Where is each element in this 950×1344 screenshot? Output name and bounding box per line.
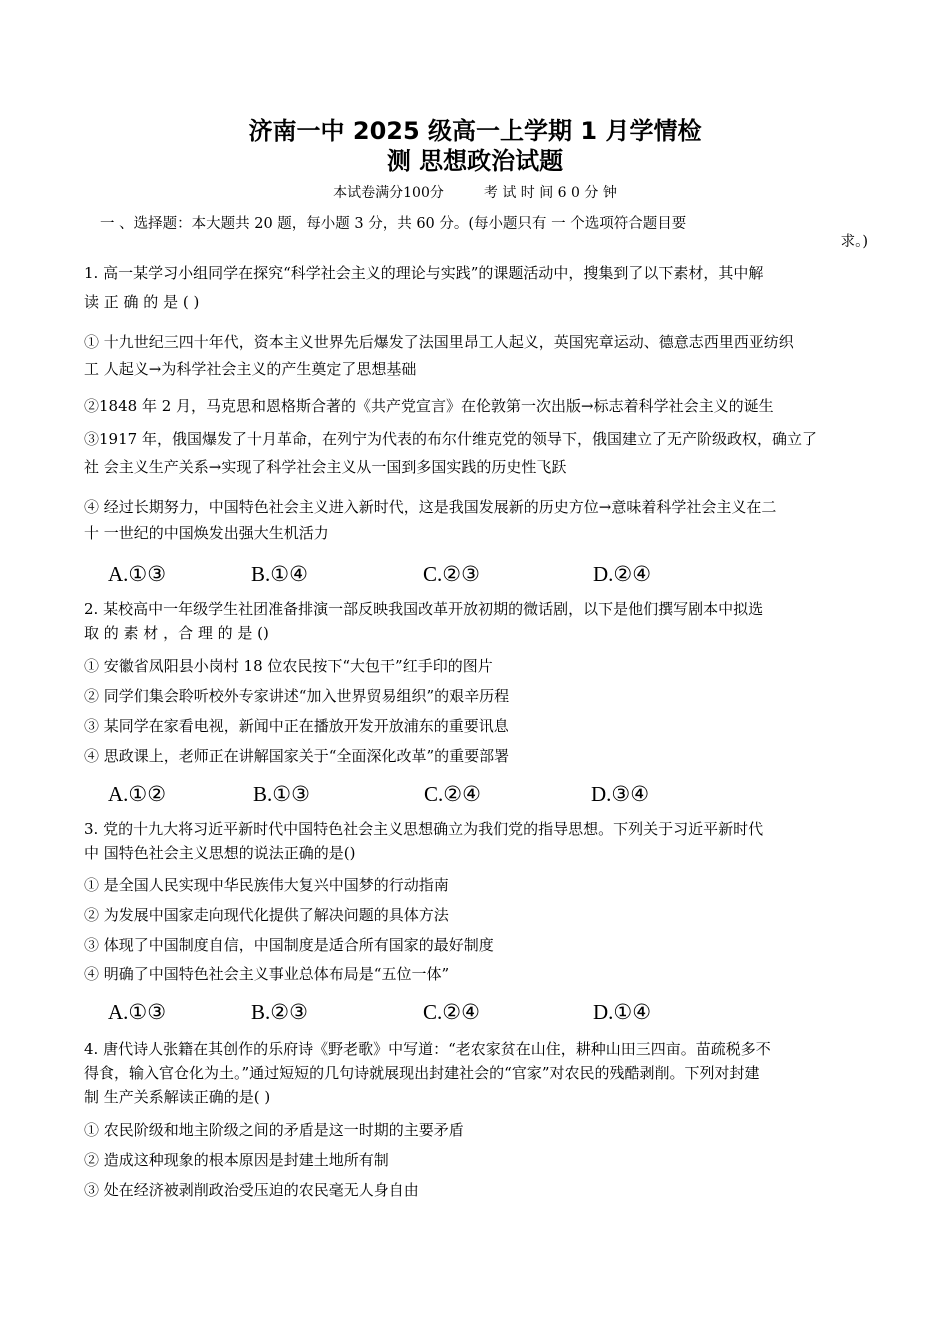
question-1-item: 十 一世纪的中国焕发出强大生机活力 [84,524,329,542]
question-1-stem-cont: 读 正 确 的 是 ( ) [84,293,200,311]
question-2-item: ② 同学们集会聆听校外专家讲述“加入世界贸易组织”的艰辛历程 [84,687,510,705]
question-3-item: ② 为发展中国家走向现代化提供了解决问题的具体方法 [84,906,449,924]
question-4-stem-cont: 制 生产关系解读正确的是( ) [84,1088,271,1106]
question-1-item: 工 人起义→为科学社会主义的产生奠定了思想基础 [84,360,417,378]
question-2-item: ① 安徽省凤阳县小岗村 18 位农民按下“大包干”红手印的图片 [84,657,493,675]
question-1-stem: 1. 高一某学习小组同学在探究“科学社会主义的理论与实践”的课题活动中，搜集到了以下素材，其中解 [84,264,764,282]
question-1-item: ③1917 年，俄国爆发了十月革命，在列宁为代表的布尔什维克党的领导下，俄国建立了无产阶级政权，确立了 [84,430,817,448]
score-note: 本试卷满分100分 [333,185,444,201]
section-heading-cont: 求。) [840,234,868,250]
question-1-option-b[interactable]: B.①④ [251,562,308,586]
question-4-item: ③ 处在经济被剥削政治受压迫的农民毫无人身自由 [84,1181,419,1199]
question-3-option-a[interactable]: A.①③ [108,1000,167,1024]
question-2-item: ④ 思政课上，老师正在讲解国家关于“全面深化改革”的重要部署 [84,747,510,765]
question-4-item: ② 造成这种现象的根本原因是封建土地所有制 [84,1151,389,1169]
question-2-stem: 2. 某校高中一年级学生社团准备排演一部反映我国改革开放初期的微话剧，以下是他们撰写剧本中拟选 [84,600,764,618]
question-1-item: ②1848 年 2 月，马克思和恩格斯合著的《共产党宣言》在伦敦第一次出版→标志着科学社会主义的诞生 [84,397,774,415]
question-4-stem-cont: 得食，输入官仓化为土。”通过短短的几句诗就展现出封建社会的“官家”对农民的残酷剥削。下列对封建 [84,1064,760,1082]
question-2-option-d[interactable]: D.③④ [591,782,650,806]
question-3-item: ④ 明确了中国特色社会主义事业总体布局是“五位一体” [84,965,450,983]
question-1-option-d[interactable]: D.②④ [593,562,652,586]
question-1-item: 社 会主义生产关系→实现了科学社会主义从一国到多国实践的历史性飞跃 [84,458,567,476]
question-3-item: ③ 体现了中国制度自信，中国制度是适合所有国家的最好制度 [84,936,494,954]
exam-meta [0,183,950,203]
section-heading: 一 、选择题：本大题共 20 题，每小题 3 分，共 60 分。(每小题只有 一 个选项符合题目要 [100,216,687,232]
time-note: 考 试 时 间 6 0 分 钟 [483,185,617,201]
question-1-option-c[interactable]: C.②③ [423,562,480,586]
question-3-stem: 3. 党的十九大将习近平新时代中国特色社会主义思想确立为我们党的指导思想。下列关于习近平新时代 [84,820,764,838]
question-2-item: ③ 某同学在家看电视，新闻中正在播放开发开放浦东的重要讯息 [84,717,509,735]
question-1-item: ④ 经过长期努力，中国特色社会主义进入新时代，这是我国发展新的历史方位→意味着科学社会主义在二 [84,498,777,516]
question-3-option-d[interactable]: D.①④ [593,1000,652,1024]
question-3-option-b[interactable]: B.②③ [251,1000,308,1024]
question-4-stem: 4. 唐代诗人张籍在其创作的乐府诗《野老歌》中写道：“老农家贫在山住，耕种山田三四亩。苗疏税多不 [84,1040,771,1058]
question-1-item: ① 十九世纪三四十年代，资本主义世界先后爆发了法国里昂工人起义，英国宪章运动、德意志西里西亚纺织 [84,333,794,351]
question-2-option-c[interactable]: C.②④ [424,782,481,806]
question-4-item: ① 农民阶级和地主阶级之间的矛盾是这一时期的主要矛盾 [84,1121,464,1139]
question-3-item: ① 是全国人民实现中华民族伟大复兴中国梦的行动指南 [84,876,449,894]
question-2-option-a[interactable]: A.①② [108,782,167,806]
question-3-option-c[interactable]: C.②④ [423,1000,480,1024]
exam-title-line2: 测 思想政治试题 [386,147,564,175]
exam-title-line1: 济南一中 2025 级高一上学期 1 月学情检 [248,117,702,145]
question-2-stem-cont: 取 的 素 材 ，合 理 的 是 () [84,624,269,642]
question-3-stem-cont: 中 国特色社会主义思想的说法正确的是() [84,844,356,862]
question-1-option-a[interactable]: A.①③ [108,562,167,586]
question-2-option-b[interactable]: B.①③ [253,782,310,806]
